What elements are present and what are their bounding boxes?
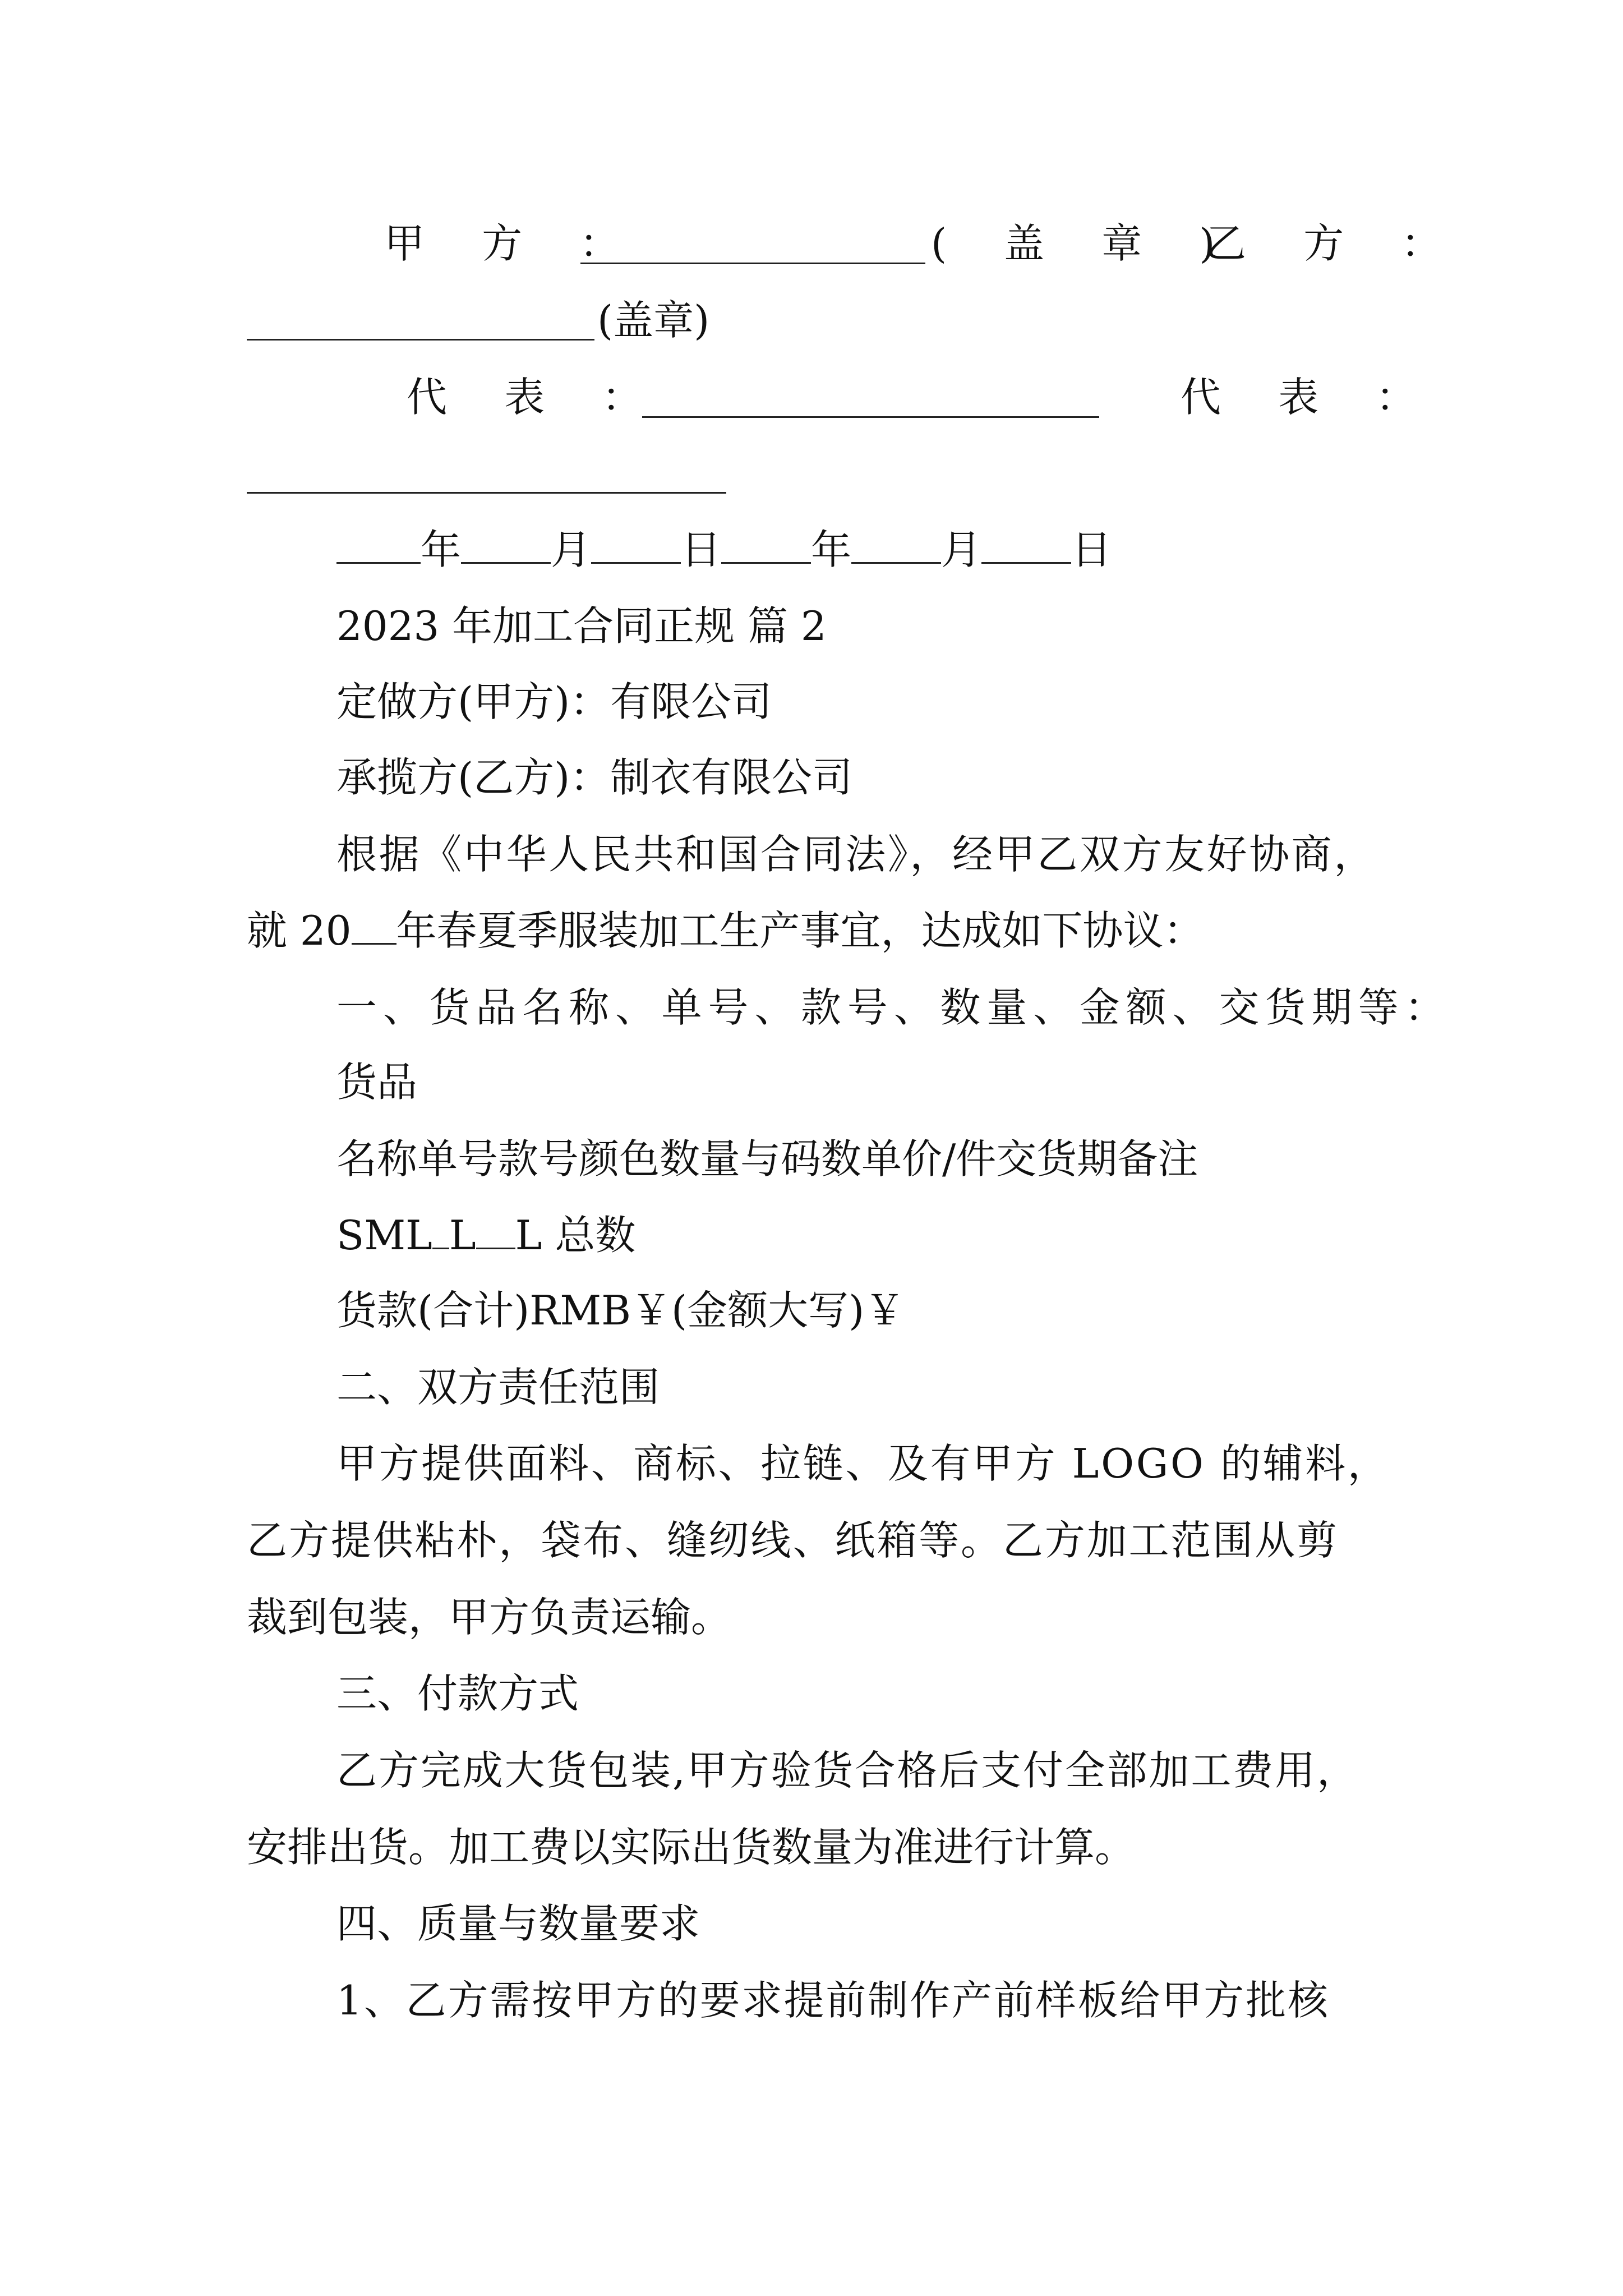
intro-line-2-suffix: 年春夏季服装加工生产事宜，达成如下协议：: [396, 907, 1204, 954]
rep-b-label: 代 表 ：: [1181, 374, 1438, 421]
month-blank-b: [851, 530, 941, 564]
rep-a-label: 代 表 ：: [407, 374, 665, 421]
year-digits-blank: [352, 910, 396, 945]
year-label-a: 年: [421, 526, 462, 573]
item3-line-2: 安排出货。加工费以实际出货数量为准进行计算。: [247, 1824, 1136, 1871]
intro-line-2-prefix: 就 20: [247, 907, 352, 954]
year-label-b: 年: [811, 526, 852, 573]
sizes-prefix: SML: [336, 1212, 432, 1259]
party-b-label: 乙 方 ：: [1206, 220, 1464, 267]
party-a-line: 定做方(甲方)：有限公司: [336, 678, 772, 725]
goods-label: 货品: [336, 1059, 418, 1106]
party-a-label: 甲 方 ：: [384, 220, 642, 267]
item4-heading: 四、质量与数量要求: [336, 1900, 700, 1947]
party-a-seal: ( 盖 章 ): [931, 220, 1238, 267]
item2-line-2: 乙方提供粘朴，袋布、缝纫线、纸箱等。乙方加工范围从剪: [247, 1517, 1339, 1564]
party-a-signature-blank: [580, 263, 925, 264]
sizes-mid: L: [449, 1212, 476, 1259]
month-blank-a: [461, 530, 551, 564]
year-blank-b: [721, 530, 811, 564]
month-label-a: 月: [551, 526, 592, 573]
intro-line-1: 根据《中华人民共和国合同法》，经甲乙双方友好协商，: [336, 831, 1377, 878]
day-blank-a: [591, 530, 681, 564]
rep-a-blank: [642, 416, 1099, 418]
sizes-line: [336, 1212, 636, 1259]
party-b-signature-blank: [247, 339, 594, 341]
intro-line-2: [247, 907, 1204, 954]
section-heading: 2023 年加工合同正规 篇 2: [336, 602, 827, 650]
day-label-b: 日: [1071, 526, 1112, 573]
item2-heading: 二、双方责任范围: [336, 1364, 660, 1411]
goods-columns: 名称单号款号颜色数量与码数单价/件交货期备注: [336, 1135, 1198, 1182]
day-blank-b: [981, 530, 1071, 564]
size-blank-1: [432, 1215, 449, 1249]
size-blank-2: [476, 1215, 515, 1249]
item3-line-1: 乙方完成大货包装,甲方验货合格后支付全部加工费用，: [336, 1747, 1359, 1794]
item3-heading: 三、付款方式: [336, 1670, 579, 1717]
item2-line-1: 甲方提供面料、商标、拉链、及有甲方 LOGO 的辅料，: [336, 1440, 1390, 1487]
item1-heading: 一、货品名称、单号、款号、数量、金额、交货期等：: [336, 984, 1451, 1031]
sizes-suffix: L 总数: [515, 1212, 636, 1259]
item2-line-3: 裁到包装，甲方负责运输。: [247, 1594, 732, 1641]
payment-total: 货款(合计)RMB￥(金额大写)￥: [336, 1287, 905, 1334]
rep-b-blank: [247, 492, 726, 494]
date-line: [336, 526, 1112, 573]
year-blank-a: [336, 530, 421, 564]
item4-line-1: 1、乙方需按甲方的要求提前制作产前样板给甲方批核: [336, 1977, 1330, 2024]
party-b-line: 承揽方(乙方)：制衣有限公司: [336, 754, 853, 801]
month-label-b: 月: [941, 526, 982, 573]
day-label-a: 日: [681, 526, 722, 573]
party-b-seal: (盖章): [597, 297, 710, 344]
